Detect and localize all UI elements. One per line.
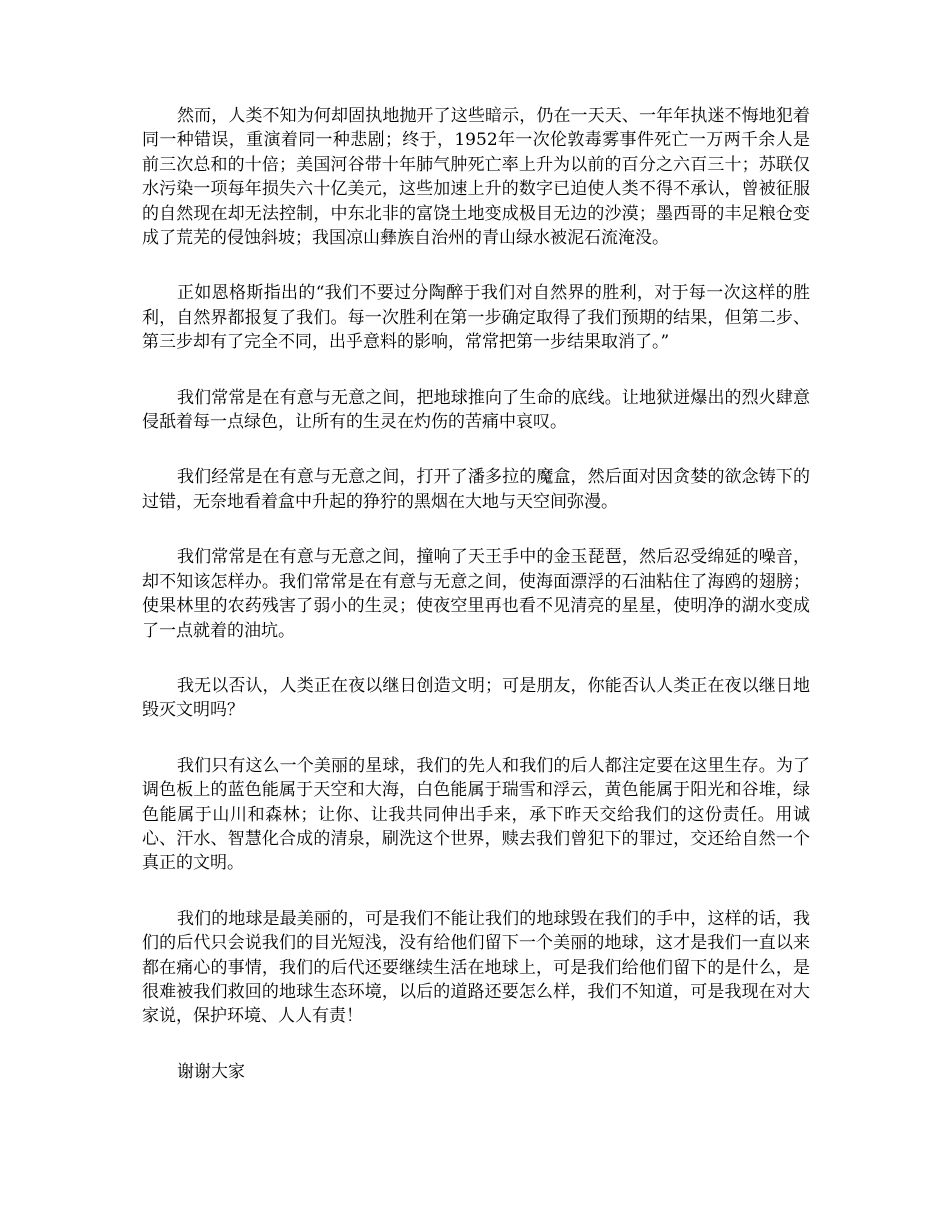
paragraph-2: 正如恩格斯指出的“我们不要过分陶醉于我们对自然界的胜利，对于每一次这样的胜利，自然界都报复了我们。每一次胜利在第一步确定取得了我们预期的结果，但第二步、第三步却有了完全不同，出乎意料的影响，常常把第一步结果取消了。” (142, 283, 810, 353)
paragraph-3: 我们常常是在有意与无意之间，把地球推向了生命的底线。让地狱迸爆出的烈火肆意侵舐着每一点绿色，让所有的生灵在灼伤的苦痛中哀叹。 (142, 387, 810, 433)
paragraph-7: 我们只有这么一个美丽的星球，我们的先人和我们的后人都注定要在这里生存。为了调色板上的蓝色能属于天空和大海，白色能属于瑞雪和浮云，黄色能属于阳光和谷堆，绿色能属于山川和森林；让你、让我共同伸出手来，承下昨天交给我们的这份责任。用诚心、汗水、智慧化合成的清泉，刷洗这个世界，赎去我们曾犯下的罪过，交还给自然一个真正的文明。 (142, 755, 810, 874)
paragraph-6: 我无以否认，人类正在夜以继日创造文明；可是朋友，你能否认人类正在夜以继日地毁灭文明吗？ (142, 675, 810, 721)
document-body (142, 104, 810, 1084)
paragraph-5: 我们常常是在有意与无意之间，撞响了天王手中的金玉琵琶，然后忍受绵延的噪音，却不知该怎样办。我们常常是在有意与无意之间，使海面漂浮的石油粘住了海鸥的翅膀；使果林里的农药残害了弱小的生灵；使夜空里再也看不见清亮的星星，使明净的湖水变成了一点就着的油坑。 (142, 547, 810, 641)
paragraph-8: 我们的地球是最美丽的，可是我们不能让我们的地球毁在我们的手中，这样的话，我们的后代只会说我们的目光短浅，没有给他们留下一个美丽的地球，这才是我们一直以来都在痛心的事情，我们的后代还要继续生活在地球上，可是我们给他们留下的是什么，是很难被我们救回的地球生态环境，以后的道路还要怎么样，我们不知道，可是我现在对大家说，保护环境、人人有责！ (142, 908, 810, 1027)
paragraph-4: 我们经常是在有意与无意之间，打开了潘多拉的魔盒，然后面对因贪婪的欲念铸下的过错，无奈地看着盒中升起的狰狞的黑烟在大地与天空间弥漫。 (142, 467, 810, 512)
paragraph-1: 然而，人类不知为何却固执地抛开了这些暗示，仍在一天天、一年年执迷不悔地犯着同一种错误，重演着同一种悲剧；终于，1952年一次伦敦毒雾事件死亡一万两千余人是前三次总和的十倍；美国河谷带十年肺气肿死亡率上升为以前的百分之六百三十；苏联仅水污染一项每年损失六十亿美元，这些加速上升的数字已迫使人类不得不承认，曾被征服的自然现在却无法控制，中东北非的富饶土地变成极目无边的沙漠；墨西哥的丰足粮仓变成了荒芜的侵蚀斜坡；我国凉山彝族自治州的青山绿水被泥石流淹没。 (142, 106, 810, 249)
closing-line: 谢谢大家 (177, 1061, 245, 1082)
